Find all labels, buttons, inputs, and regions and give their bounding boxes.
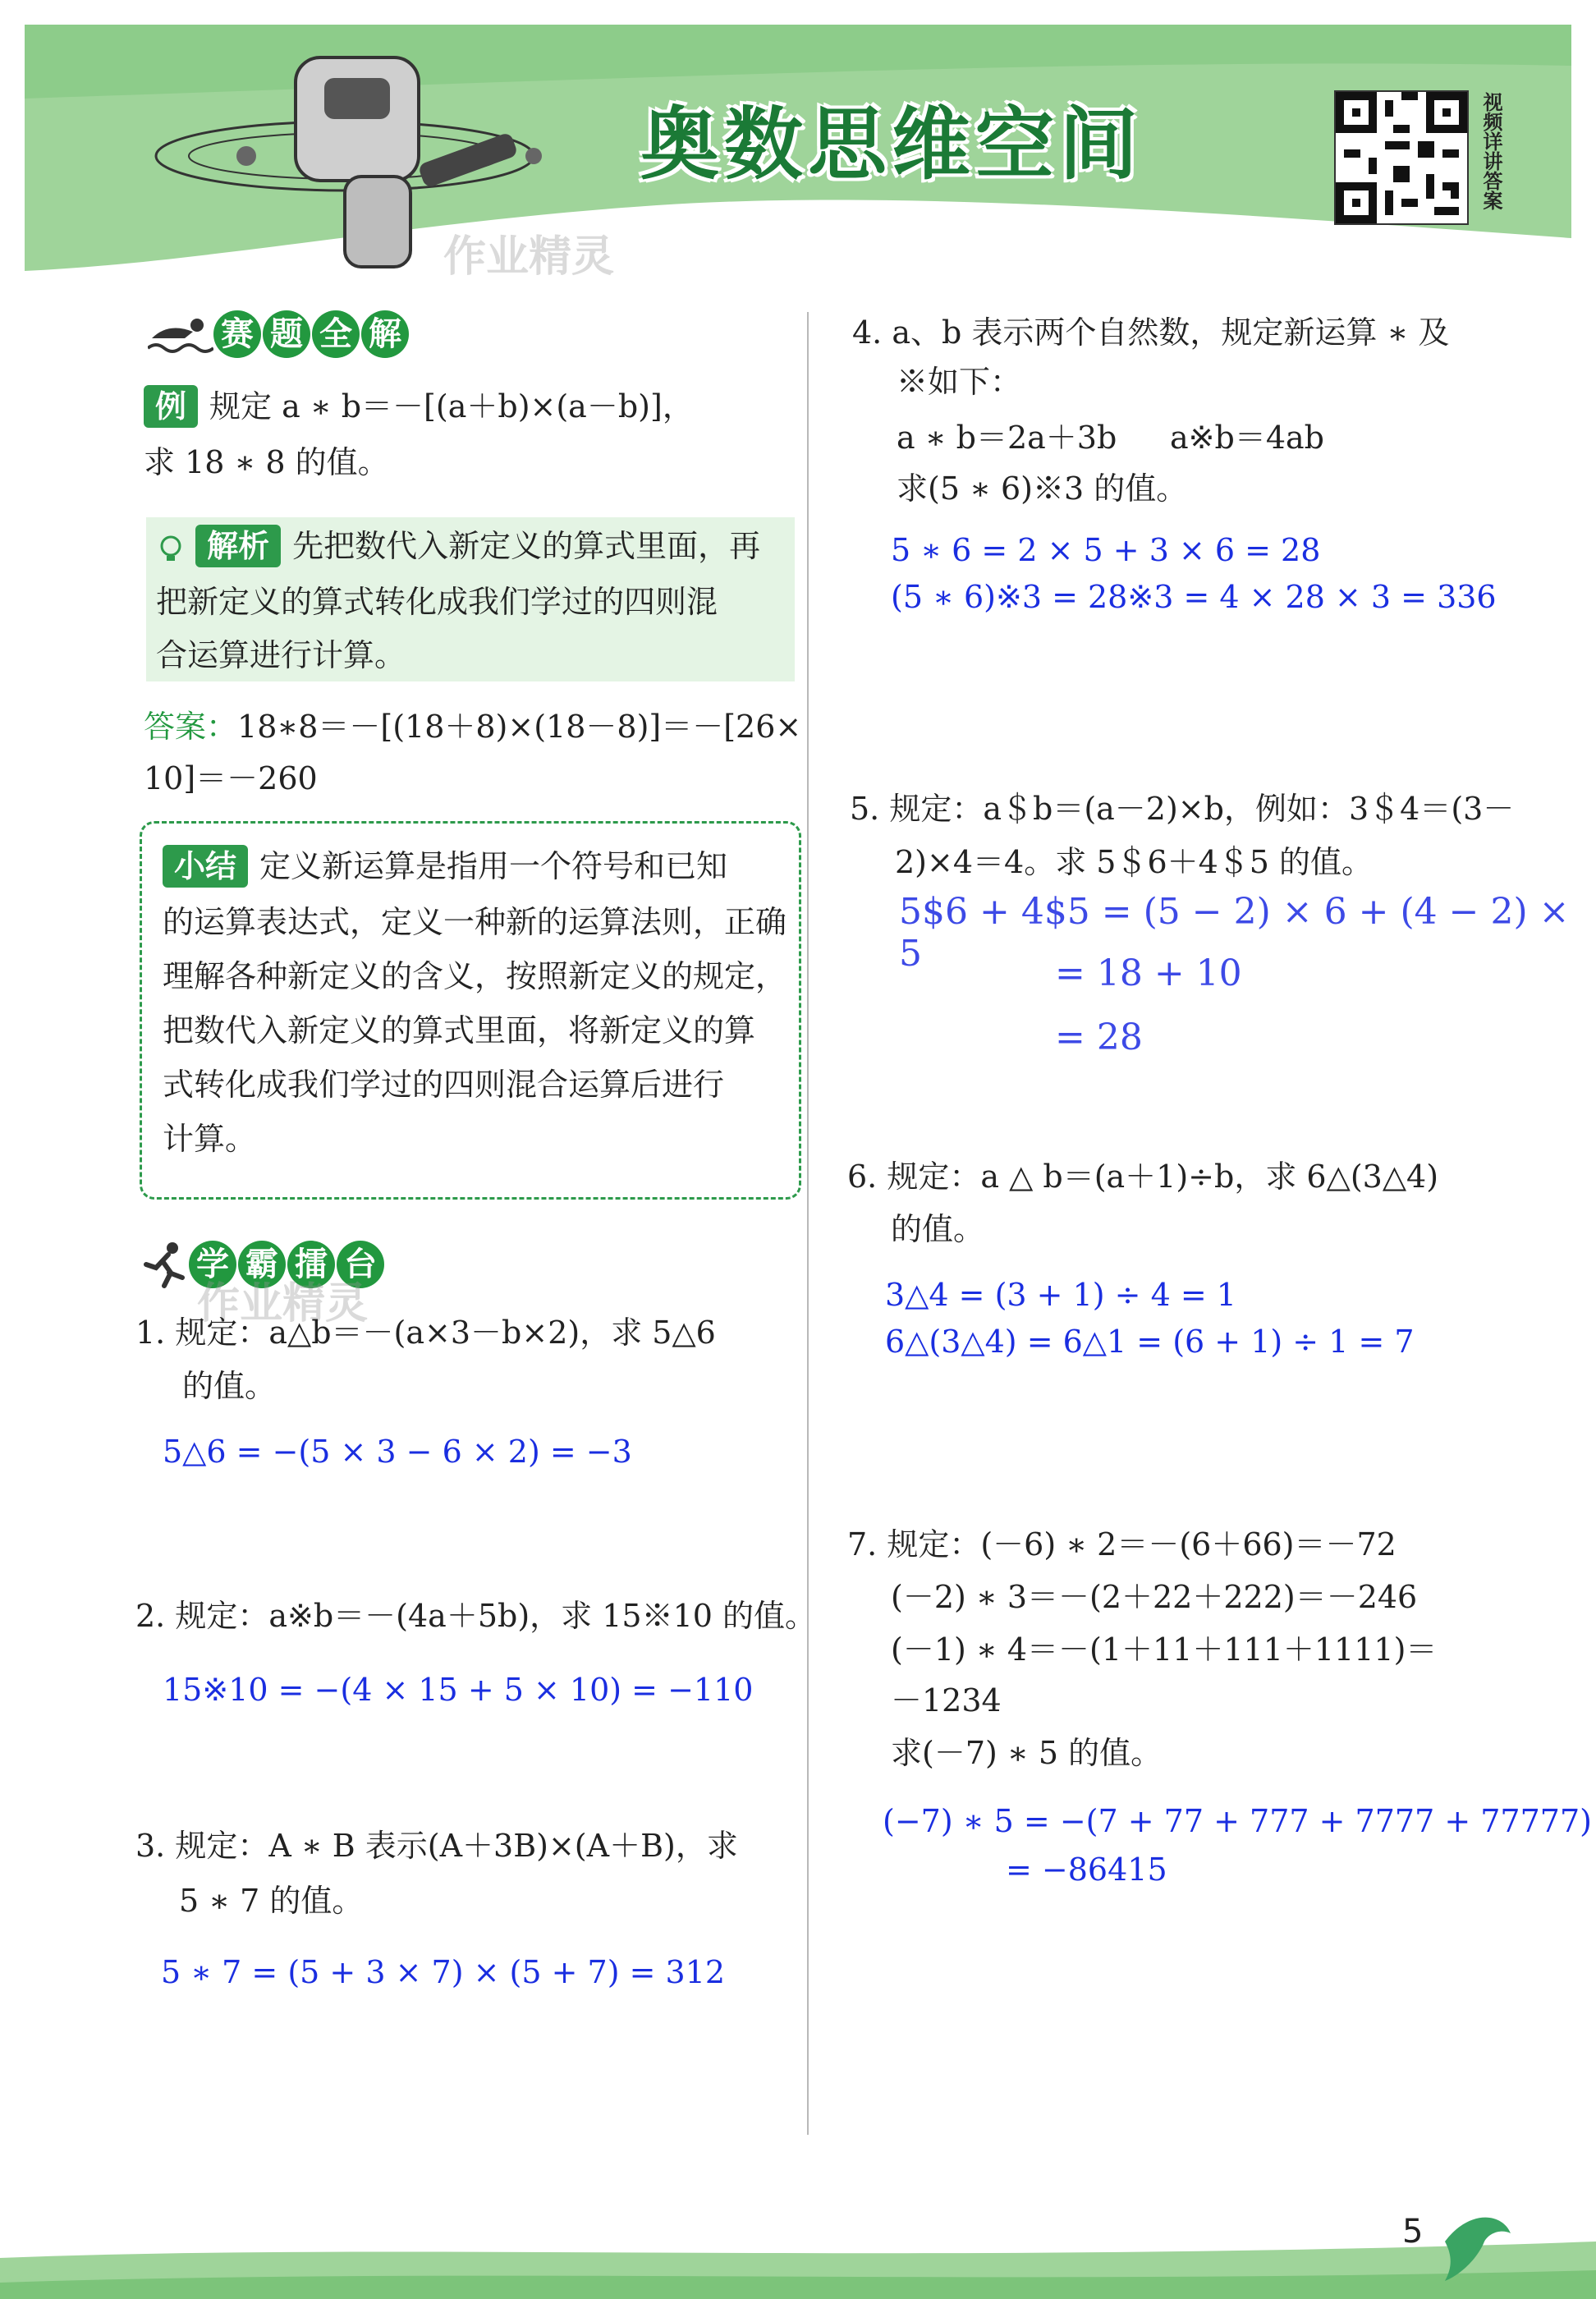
question-6-line-2: 的值。 [891,1211,985,1247]
qr-code[interactable] [1334,90,1469,225]
watermark: 作业精灵 [443,232,615,282]
answer-text: 18∗8＝－[(18＋8)×(18－8)]＝－[26× [237,709,802,745]
summary-text: 定义新运算是指用一个符号和已知 [259,848,728,884]
question-4-line-3b: a※b＝4ab [1170,420,1324,456]
answer-2: 15※10 = −(4 × 15 + 5 × 10) = −110 [163,1672,754,1708]
question-7: 7. 规定：(－6) ∗ 2＝－(6＋66)＝－72 [847,1526,1396,1562]
runner-icon [140,1240,189,1289]
swimmer-icon [148,314,213,355]
watermark: 作业精灵 [197,1279,369,1328]
analysis-line-2: 把新定义的算式转化成我们学过的四则混 [156,584,718,620]
analysis-text: 先把数代入新定义的算式里面，再 [292,528,761,564]
question-3: 3. 规定：A ∗ B 表示(A＋3B)×(A＋B)，求 [135,1828,738,1864]
question-6: 6. 规定：a △ b＝(a＋1)÷b，求 6△(3△4) [847,1159,1439,1195]
summary-line-3: 理解各种新定义的含义，按照新定义的规定， [163,958,787,994]
example-tag: 例 [144,385,198,428]
summary-line-5: 式转化成我们学过的四则混合运算后进行 [163,1067,725,1103]
answer-line [144,700,801,754]
section-char: 解 [361,310,409,358]
section-char: 霸 [238,1241,286,1288]
section-char: 题 [263,310,310,358]
summary-line [163,839,727,893]
question-4-line-3a: a ∗ b＝2a＋3b [897,420,1117,456]
question-5-line-2: 2)×4＝4。求 5＄6＋4＄5 的值。 [895,844,1374,880]
answer-label: 答案： [144,709,238,745]
answer-4-line-2: (5 ∗ 6)※3 = 28※3 = 4 × 28 × 3 = 336 [891,579,1497,615]
section-char: 擂 [287,1241,335,1288]
question-7-line-5: 求(－7) ∗ 5 的值。 [891,1735,1163,1771]
example-line [144,379,694,434]
example-line-2: 求 18 ∗ 8 的值。 [144,444,389,480]
question-3-line-2: 5 ∗ 7 的值。 [179,1883,364,1919]
answer-6-line-2: 6△(3△4) = 6△1 = (6 + 1) ÷ 1 = 7 [885,1324,1415,1360]
question-4-line-4: 求(5 ∗ 6)※3 的值。 [897,470,1188,507]
question-1-line-2: 的值。 [182,1368,277,1404]
summary-line-2: 的运算表达式，定义一种新的运算法则，正确 [163,904,787,940]
answer-line-2: 10]＝－260 [144,760,318,796]
footer-band [0,2209,1596,2299]
page-title: 奥数思维空间 [640,99,1143,190]
question-7-line-3: (－1) ∗ 4＝－(1＋11＋111＋1111)＝ [891,1631,1438,1668]
question-7-line-2: (－2) ∗ 3＝－(2＋22＋222)＝－246 [891,1579,1418,1615]
question-4: 4. a、b 表示两个自然数，规定新运算 ∗ 及 [852,314,1450,351]
section-heading-contest-solutions [148,310,410,358]
answer-1: 5△6 = −(5 × 3 − 6 × 2) = −3 [163,1434,632,1470]
page-number: 5 [1402,2213,1424,2251]
answer-4-line-1: 5 ∗ 6 = 2 × 5 + 3 × 6 = 28 [891,532,1321,568]
analysis-tag: 解析 [195,525,281,567]
lightbulb-icon [156,533,186,566]
question-7-line-4: －1234 [891,1682,1002,1719]
section-char: 全 [312,310,360,358]
summary-tag: 小结 [163,845,248,888]
section-char: 赛 [213,310,261,358]
question-2: 2. 规定：a※b＝－(4a＋5b)，求 15※10 的值。 [135,1598,817,1634]
answer-5-line-1: 5$6 + 4$5 = (5 − 2) × 6 + (4 − 2) × 5 [899,891,1570,975]
answer-3: 5 ∗ 7 = (5 + 3 × 7) × (5 + 7) = 312 [161,1954,726,1990]
summary-line-6: 计算。 [163,1121,257,1157]
analysis-line [156,519,760,573]
summary-line-4: 把数代入新定义的算式里面，将新定义的算 [163,1012,756,1049]
example-text: 规定 a ∗ b＝－[(a＋b)×(a－b)]， [209,388,694,424]
answer-7-line-2: = −86415 [1006,1852,1167,1888]
qr-side-text: 视频详讲答案 [1479,92,1502,210]
analysis-line-3: 合运算进行计算。 [156,637,406,673]
column-divider [807,312,809,2135]
answer-5-line-2: = 18 + 10 [1055,952,1242,994]
answer-7-line-1: (−7) ∗ 5 = −(7 + 77 + 777 + 7777 + 77777) [883,1803,1592,1839]
question-1: 1. 规定：a△b＝－(a×3－b×2)，求 5△6 [135,1315,716,1351]
section-char: 学 [189,1241,236,1288]
question-4-line-2: ※如下： [897,364,1022,400]
answer-5-line-3: = 28 [1055,1016,1143,1058]
answer-6-line-1: 3△4 = (3 + 1) ÷ 4 = 1 [885,1277,1236,1313]
section-char: 台 [337,1241,384,1288]
question-5: 5. 规定：a＄b＝(a－2)×b，例如：3＄4＝(3－ [850,791,1515,827]
